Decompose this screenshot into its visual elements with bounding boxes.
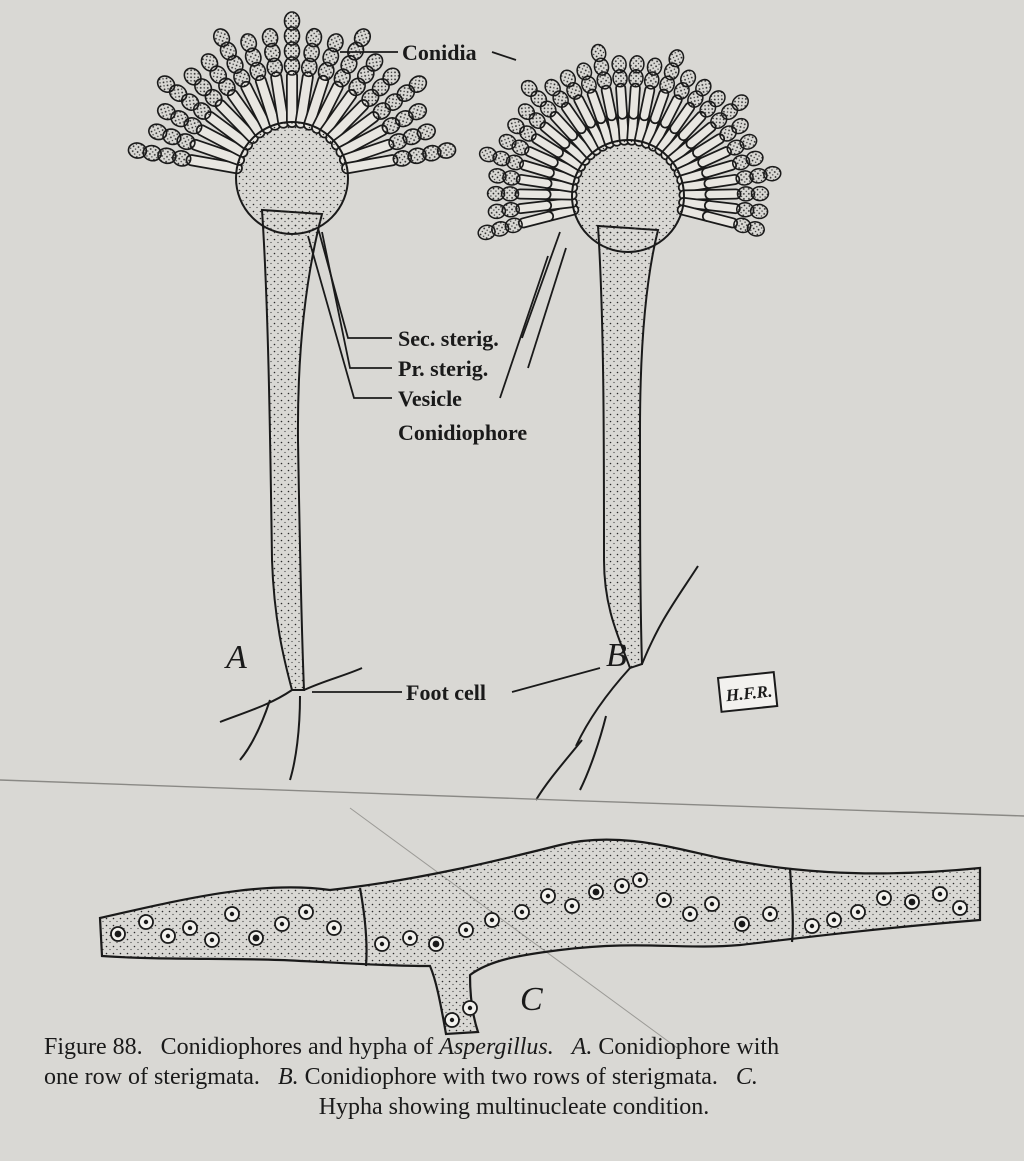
caption-genus: Aspergillus. <box>439 1034 554 1060</box>
letter-c: C <box>520 981 543 1018</box>
stalk-a <box>262 210 322 690</box>
stalk-b <box>598 226 658 668</box>
label-pr-sterig: Pr. sterig. <box>398 356 489 381</box>
label-conidia: Conidia <box>402 40 477 65</box>
letter-a: A <box>226 639 247 676</box>
svg-text:H.F.R.: H.F.R. <box>724 681 774 706</box>
letter-b: B <box>606 637 627 674</box>
caption-figure-number: Figure 88. <box>44 1034 143 1060</box>
label-vesicle: Vesicle <box>398 386 462 411</box>
label-foot-cell: Foot cell <box>406 680 487 705</box>
figure-caption <box>44 1032 984 1122</box>
label-sec-sterig: Sec. sterig. <box>398 326 499 351</box>
label-conidiophore: Conidiophore <box>398 420 528 445</box>
page-crease <box>0 780 1024 816</box>
artist-signature <box>718 672 777 712</box>
caption-line-3: Hypha showing multinucleate condition. <box>318 1094 710 1120</box>
caption-line-2: one row of sterigmata. B. Conidiophore with two rows of sterigmata. C. <box>44 1064 758 1090</box>
vesicle-b <box>572 140 684 252</box>
vesicle-a <box>236 122 348 234</box>
caption-line-1: Figure 88. Conidiophores and hypha of Aspergillus. A. Conidiophore with <box>44 1034 780 1060</box>
